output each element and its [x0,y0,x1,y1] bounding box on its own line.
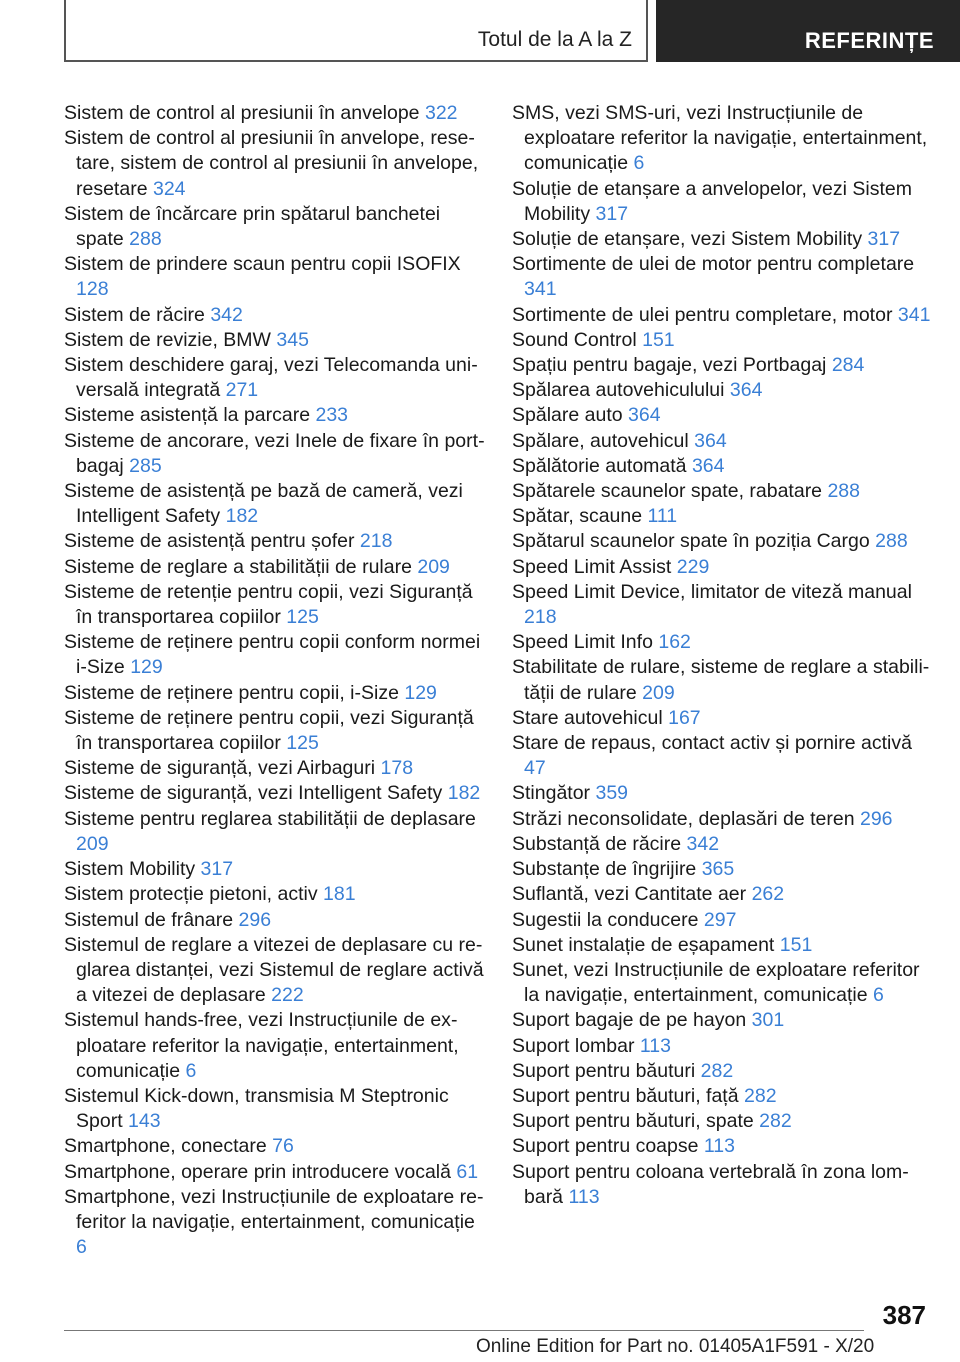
index-entry [512,832,932,857]
index-page-link[interactable]: 282 [744,1084,777,1107]
index-page-link[interactable]: 317 [595,202,629,225]
index-page-link[interactable]: 282 [700,1059,734,1082]
index-entry [512,454,932,479]
index-entry [512,933,932,958]
index-entry-text: Stingător [512,782,591,805]
index-page-link[interactable]: 359 [595,782,629,805]
index-page-link[interactable]: 151 [779,933,813,956]
index-column-right [512,101,932,1210]
index-entry [64,252,489,302]
index-page-link[interactable]: 341 [524,278,557,301]
index-entry [512,101,932,177]
index-page-link[interactable]: 143 [128,1110,161,1133]
index-entry [64,202,489,252]
index-page-link[interactable]: 342 [686,832,720,855]
index-page-link[interactable]: 296 [859,807,893,830]
index-page-link[interactable]: 233 [315,404,349,427]
index-entry [512,177,932,227]
index-entry [512,479,932,504]
index-page-link[interactable]: 222 [271,984,304,1007]
index-page-link[interactable]: 182 [225,505,259,528]
index-entry [512,908,932,933]
index-page-link[interactable]: 364 [694,429,727,452]
index-entry [512,706,932,731]
index-page-link[interactable]: 113 [703,1135,735,1158]
index-page-link[interactable]: 181 [323,883,356,906]
index-entry [512,555,932,580]
index-entry-text: Sistem de control al presiunii în anvelope, resetare, sistem de control al presiunii în anvelope, resetare [64,127,479,200]
index-entry [64,403,489,428]
index-entry [512,353,932,378]
header-section-title: Totul de la A la Z [477,28,632,51]
index-page-link[interactable]: 365 [701,858,735,881]
index-entry [512,378,932,403]
index-entry-text: Suport pentru băuturi, față [512,1084,739,1107]
index-entry-text: Sisteme de reținere pentru copii, vezi Siguranță în transportarea copiilor [64,706,474,755]
footer-divider [64,1330,864,1331]
index-entry-text: Sisteme de ancorare, vezi Inele de fixare în portbagaj [64,429,485,477]
index-page-link[interactable]: 182 [447,782,481,805]
index-entry [512,857,932,882]
index-entry [64,681,489,706]
index-entry-text: Sistem deschidere garaj, vezi Telecomanda universală integrată [64,354,478,402]
index-entry-text: Sisteme de asistență pe bază de cameră, vezi Intelligent Safety [64,480,463,528]
index-entry-text: Sistemul de reglare a vitezei de deplasare cu reglarea distanței, vezi Sistemul de reglare activă a vitezei de deplasare [64,933,484,1007]
index-entry [64,630,489,680]
index-entry-text: Suport lombar [512,1034,635,1057]
index-entry [64,857,489,882]
index-page-link[interactable]: 282 [759,1110,792,1133]
index-entry-text: Spălare auto [512,404,623,427]
index-entry [64,126,489,202]
index-page-link[interactable]: 113 [639,1034,671,1057]
index-entry [64,882,489,907]
index-entry [64,529,489,554]
index-page-link[interactable]: 167 [668,706,701,729]
header-chapter-tab[interactable] [656,0,960,62]
index-entry-text: Sistem de răcire [64,303,205,326]
index-entry [512,781,932,806]
index-page-link[interactable]: 6 [185,1059,197,1082]
index-entry-text: Soluție de etanșare, vezi Sistem Mobility [512,228,863,251]
index-page-link[interactable]: 129 [130,656,163,679]
index-page-link[interactable]: 364 [691,454,725,477]
index-page-link[interactable]: 128 [76,278,109,301]
index-page-link[interactable]: 364 [729,379,763,402]
index-entry [512,1059,932,1084]
index-entry [64,1160,489,1185]
index-entry-text: Sistem de revizie, BMW [64,328,271,351]
index-entry [512,630,932,655]
index-page-link[interactable]: 47 [524,757,546,780]
index-entry [64,756,489,781]
index-entry [64,933,489,1009]
index-page-link[interactable]: 209 [76,832,109,855]
index-entry-text: Spațiu pentru bagaje, vezi Portbagaj [512,354,827,377]
index-entry-text: Sistem protecție pietoni, activ [64,883,318,906]
index-column-left [64,101,489,1260]
index-entry-text: Spălătorie automată [512,454,687,477]
index-entry-text: Sisteme de reținere pentru copii conform normei i-Size [64,631,481,679]
index-entry-text: Smartphone, conectare [64,1135,267,1158]
index-page-link[interactable]: 262 [751,883,785,906]
index-entry [64,328,489,353]
index-entry [512,1084,932,1109]
index-entry [512,1160,932,1210]
index-page-link[interactable]: 271 [225,379,259,402]
index-page-link[interactable]: 178 [380,757,414,780]
index-page-link[interactable]: 288 [827,480,860,503]
index-entry-text: Speed Limit Assist [512,555,672,578]
index-entry [512,807,932,832]
index-entry-text: Spălarea autovehiculului [512,379,725,402]
index-page-link[interactable]: 125 [286,732,319,755]
index-entry-text: Suport pentru băuturi [512,1059,696,1082]
index-entry-text: Sortimente de ulei de motor pentru completare [512,253,915,276]
index-page-link[interactable]: 364 [628,404,661,427]
index-entry [64,429,489,479]
page-number: 387 [882,1300,926,1330]
index-page-link[interactable]: 111 [647,505,678,528]
index-entry [64,353,489,403]
index-page-link[interactable]: 218 [524,606,557,629]
index-entry-text: Smartphone, operare prin introducere vocală [64,1160,451,1183]
index-entry-text: Suport bagaje de pe hayon [512,1009,747,1032]
index-entry-text: Sistemul hands-free, vezi Instrucțiunile de exploatare referitor la navigație, entertainment, comunicație [64,1009,459,1082]
index-page-link[interactable]: 129 [404,681,437,704]
index-page-link[interactable]: 218 [359,530,393,553]
index-page-link[interactable]: 285 [129,454,162,477]
index-page-link[interactable]: 61 [456,1160,479,1183]
index-entry [64,807,489,857]
index-entry [512,303,932,328]
index-entry-text: Sistem de încărcare prin spătarul banchetei spate [64,202,441,251]
index-entry-text: Spălare, autovehicul [512,429,689,452]
index-entry [512,958,932,1008]
footer-edition-text: Online Edition for Part no. 01405A1F591 - X/20 [476,1336,875,1357]
index-entry [64,1185,489,1261]
index-page-link[interactable]: 113 [568,1185,600,1208]
index-entry [64,580,489,630]
index-entry-text: Sisteme de siguranță, vezi Intelligent Safety [64,782,443,805]
index-entry-text: Spătarele scaunelor spate, rabatare [512,480,823,503]
index-entry [64,706,489,756]
index-entry-text: Sisteme de siguranță, vezi Airbaguri [64,757,376,780]
index-entry-text: Sunet, vezi Instrucțiunile de exploatare referitor la navigație, entertainment, comunicație [512,958,920,1007]
index-page-link[interactable]: 6 [633,152,645,175]
index-entry-text: Speed Limit Info [512,631,653,654]
index-entry [64,781,489,806]
index-page-link[interactable]: 162 [658,631,691,654]
index-entry [64,1008,489,1084]
index-entry [64,1084,489,1134]
index-entry-text: Sistem de control al presiunii în anvelope [64,102,420,124]
index-entry-text: Substanță de răcire [512,832,682,855]
index-page-link[interactable]: 345 [276,328,309,351]
index-entry [64,303,489,328]
index-page-link[interactable]: 342 [210,303,243,326]
index-entry [64,1134,489,1159]
index-page-link[interactable]: 297 [703,908,737,931]
index-entry [512,882,932,907]
index-entry [512,1034,932,1059]
index-entry-text: Stabilitate de rulare, sisteme de reglare a stabilității de rulare [512,656,930,704]
index-entry-text: Sisteme de reglare a stabilității de rulare [64,555,412,578]
index-entry [512,504,932,529]
index-page-link[interactable]: 76 [272,1135,294,1158]
index-entry-text: Sisteme de reținere pentru copii, i-Size [64,681,399,704]
index-entry-text: Sisteme asistență la parcare [64,404,311,427]
index-entry-text: Speed Limit Device, limitator de viteză manual [512,580,912,603]
index-entry-text: Sisteme de retenție pentru copii, vezi Siguranță în transportarea copiilor [64,580,473,629]
index-entry-text: SMS, vezi SMS-uri, vezi Instrucțiunile de exploatare referitor la navigație, entertainment, comunicație [512,102,928,175]
index-entry-text: Spătarul scaunelor spate în poziția Cargo [512,530,870,553]
index-entry-text: Sisteme de asistență pentru șofer [64,530,355,553]
index-entry-text: Sistemul de frânare [64,908,234,931]
index-page-link[interactable]: 288 [129,228,162,251]
index-entry [512,328,932,353]
index-entry [512,1134,932,1159]
index-page-link[interactable]: 322 [424,102,458,124]
index-entry-text: Sortimente de ulei pentru completare, motor [512,303,893,326]
index-page-link[interactable]: 288 [875,530,908,553]
index-entry [64,479,489,529]
index-entry-text: Soluție de etanșare a anvelopelor, vezi Sistem Mobility [512,177,912,225]
index-entry [512,429,932,454]
index-entry [64,555,489,580]
header-chapter-title: REFERINȚE [804,28,934,53]
index-page-link[interactable]: 296 [238,908,272,931]
index-entry-text: Substanțe de îngrijire [512,858,697,881]
header-section-tab [64,0,648,62]
index-entry-text: Stare autovehicul [512,706,663,729]
index-entry [512,227,932,252]
index-entry [64,101,489,126]
index-page-link[interactable]: 6 [76,1236,87,1259]
index-entry-text: Sound Control [512,328,637,351]
index-page-link[interactable]: 209 [642,681,675,704]
index-entry-text: Spătar, scaune [512,505,643,528]
index-entry [512,252,932,302]
index-page-link[interactable]: 209 [417,555,450,578]
index-page-link[interactable]: 229 [676,555,710,578]
index-entry-text: Sistemul Kick-down, transmisia M Steptronic Sport [64,1084,449,1133]
index-entry-text: Sistem Mobility [64,858,196,881]
index-entry [512,580,932,630]
index-entry [512,731,932,781]
index-entry-text: Suport pentru băuturi, spate [512,1110,754,1133]
index-entry-text: Suflantă, vezi Cantitate aer [512,883,747,906]
index-entry-text: Sugestii la conducere [512,908,699,931]
index-entry-text: Sisteme pentru reglarea stabilității de deplasare [64,807,476,830]
index-page-link[interactable]: 151 [642,328,675,351]
index-entry [512,1109,932,1134]
index-page-link[interactable]: 341 [897,303,931,326]
index-entry-text: Suport pentru coapse [512,1135,699,1158]
index-entry-text: Smartphone, vezi Instrucțiunile de exploatare referitor la navigație, entertainment, comunicație [64,1185,484,1233]
index-entry [512,1008,932,1033]
index-entry [512,655,932,705]
index-entry [512,529,932,554]
index-page-link[interactable]: 125 [286,606,319,629]
index-page-link[interactable]: 317 [867,228,901,251]
index-entry-text: Stare de repaus, contact activ și pornire activă [512,732,912,755]
index-entry-text: Străzi neconsolidate, deplasări de teren [512,807,855,830]
index-page-link[interactable]: 284 [831,354,865,377]
index-entry [512,403,932,428]
index-entry-text: Sunet instalație de eșapament [512,933,775,956]
index-page-link[interactable]: 324 [152,177,186,200]
index-entry-text: Sistem de prindere scaun pentru copii ISOFIX [64,253,461,276]
index-entry-text: Suport pentru coloana vertebrală în zona lombară [512,1160,909,1208]
index-entry [64,908,489,933]
index-page-link[interactable]: 317 [200,858,234,881]
index-page-link[interactable]: 301 [751,1009,785,1032]
index-page-link[interactable]: 6 [873,984,884,1007]
